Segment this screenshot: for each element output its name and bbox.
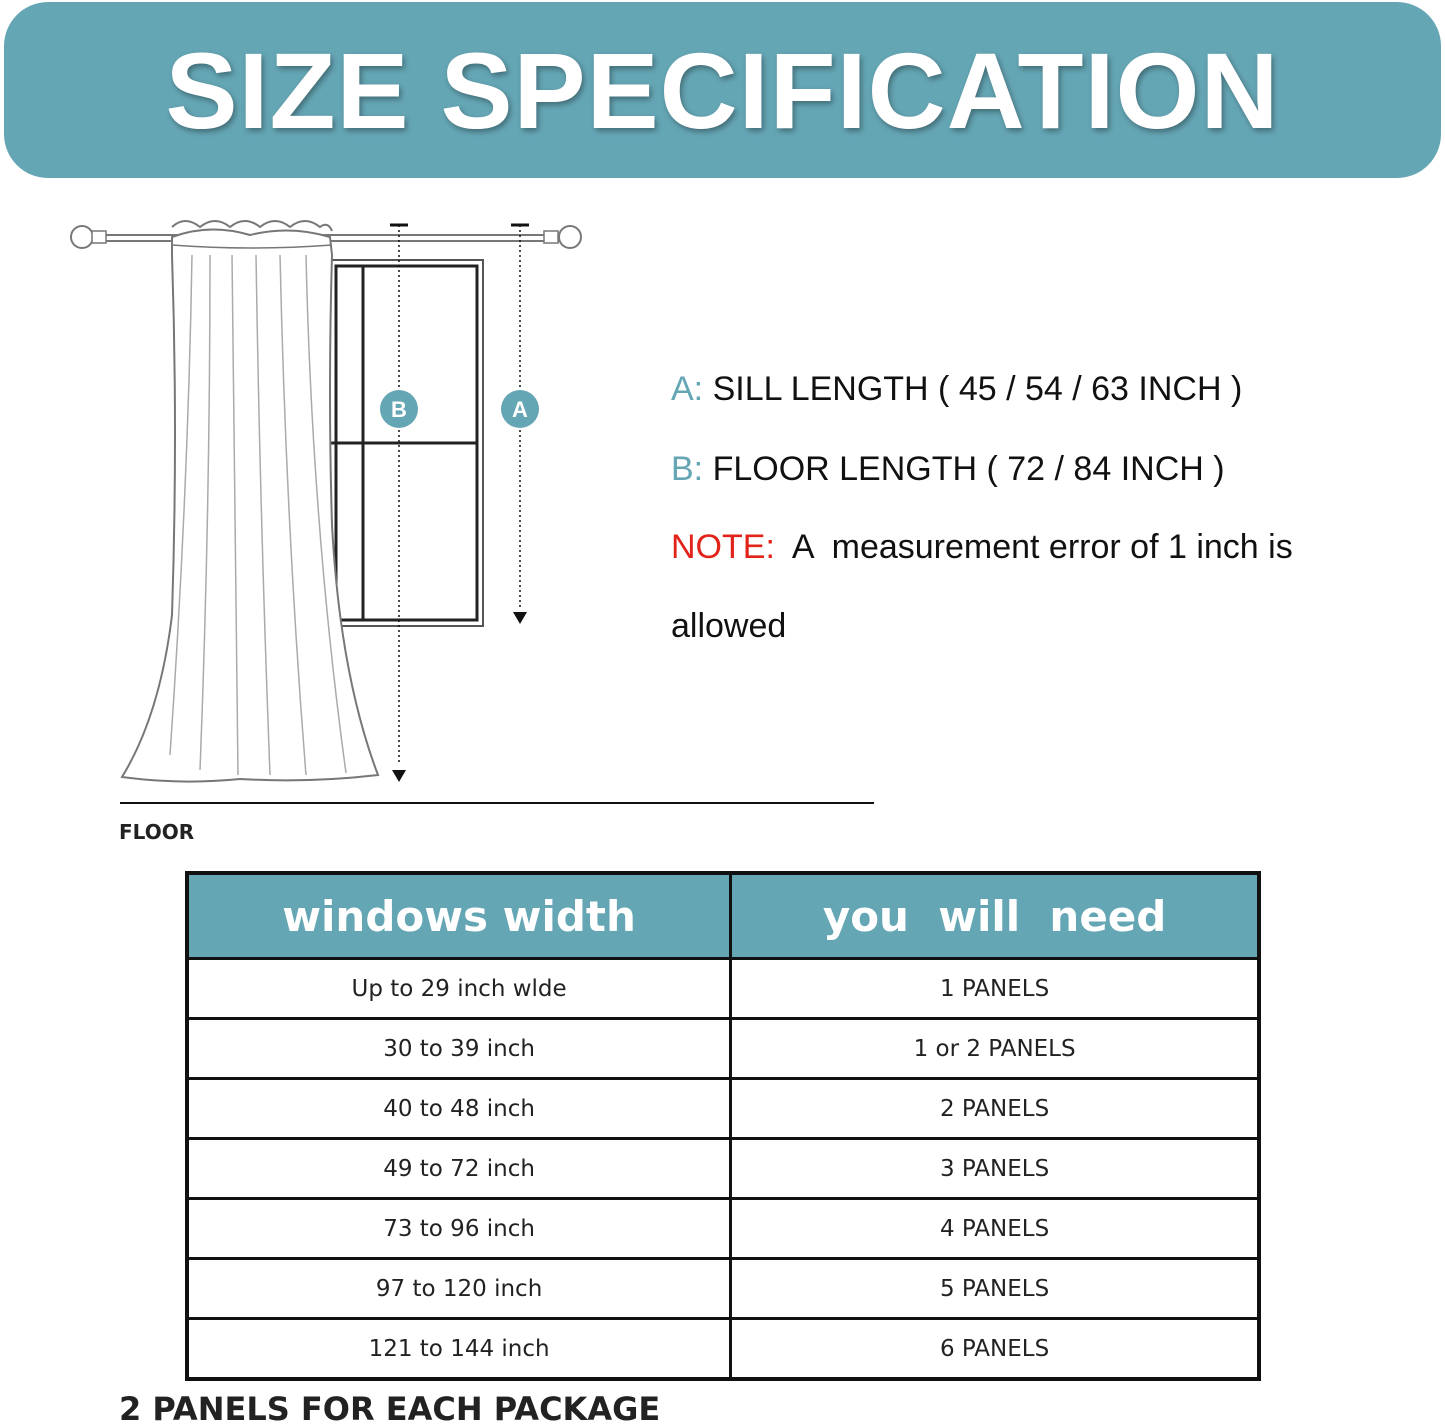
spec-sill-length xyxy=(671,370,1242,409)
title-banner xyxy=(4,2,1441,178)
width-cell: 73 to 96 inch xyxy=(187,1199,731,1259)
spec-a-text: SILL LENGTH ( 45 / 54 / 63 INCH ) xyxy=(703,370,1243,408)
window-frame xyxy=(330,260,483,626)
width-cell: 40 to 48 inch xyxy=(187,1079,731,1139)
header-windows-width: windows width xyxy=(187,873,731,959)
curtain-panel xyxy=(122,221,378,782)
width-cell: 121 to 144 inch xyxy=(187,1319,731,1380)
spec-note xyxy=(671,528,1293,567)
panels-cell: 5 PANELS xyxy=(731,1259,1259,1319)
table-row xyxy=(187,1319,1259,1380)
table-row xyxy=(187,1019,1259,1079)
marker-b xyxy=(380,390,418,428)
spec-b-text: FLOOR LENGTH ( 72 / 84 INCH ) xyxy=(703,450,1225,488)
panels-cell: 4 PANELS xyxy=(731,1199,1259,1259)
panels-cell: 6 PANELS xyxy=(731,1319,1259,1380)
marker-b-label: B xyxy=(391,397,407,422)
note-key: NOTE: xyxy=(671,528,775,566)
spec-b-key: B: xyxy=(671,450,704,488)
panel-size-table xyxy=(185,871,1261,1381)
width-cell: 30 to 39 inch xyxy=(187,1019,731,1079)
table-row xyxy=(187,959,1259,1019)
floor-label: FLOOR xyxy=(119,820,195,844)
table-header-row xyxy=(187,873,1259,959)
panels-cell: 2 PANELS xyxy=(731,1079,1259,1139)
marker-a xyxy=(501,390,539,428)
table-row xyxy=(187,1259,1259,1319)
panels-cell: 1 or 2 PANELS xyxy=(731,1019,1259,1079)
package-note: 2 PANELS FOR EACH PACKAGE xyxy=(119,1390,661,1428)
width-cell: 97 to 120 inch xyxy=(187,1259,731,1319)
table-row xyxy=(187,1199,1259,1259)
table-row xyxy=(187,1139,1259,1199)
note-text-continued: allowed xyxy=(671,607,787,645)
curtain-diagram xyxy=(60,195,900,855)
width-cell: Up to 29 inch wlde xyxy=(187,959,731,1019)
width-cell: 49 to 72 inch xyxy=(187,1139,731,1199)
measure-b-line xyxy=(390,225,408,782)
page-title: SIZE SPECIFICATION xyxy=(165,29,1280,151)
table-row xyxy=(187,1079,1259,1139)
marker-a-label: A xyxy=(512,397,528,422)
spec-a-key: A: xyxy=(671,370,704,408)
panels-cell: 1 PANELS xyxy=(731,959,1259,1019)
header-you-will-need: you will need xyxy=(731,873,1259,959)
note-text: A measurement error of 1 inch is xyxy=(774,528,1293,566)
spec-floor-length xyxy=(671,450,1225,489)
panels-cell: 3 PANELS xyxy=(731,1139,1259,1199)
